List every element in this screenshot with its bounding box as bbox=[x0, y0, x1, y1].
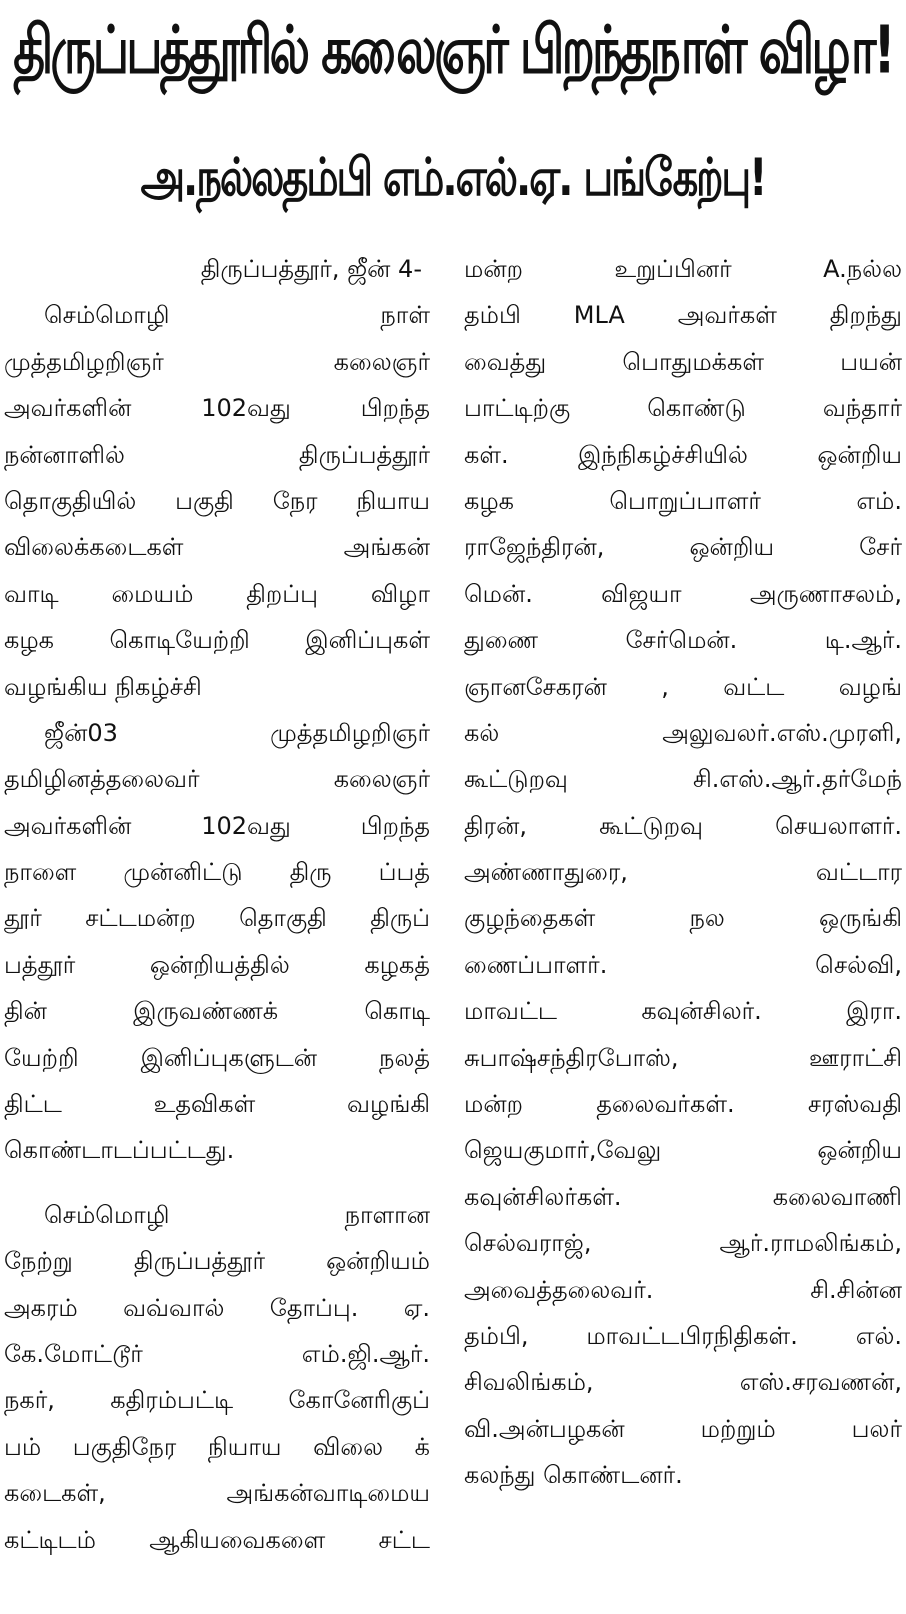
text-line: பம் பகுதிநேர நியாய விலை க் bbox=[4, 1432, 430, 1461]
text-line: கழக பொறுப்பாளர் எம். bbox=[464, 486, 902, 515]
article-column-left bbox=[4, 246, 430, 1563]
text-line: கூட்டுறவு சி.எஸ்.ஆர்.தர்மேந் bbox=[464, 765, 902, 794]
text-line: கட்டிடம் ஆகியவைகளை சட்ட bbox=[4, 1525, 430, 1554]
text-line: அவைத்தலைவர். சி.சின்ன bbox=[464, 1275, 902, 1304]
text-line: கடைகள், அங்கன்வாடிமைய bbox=[4, 1479, 430, 1508]
text-line: திரன், கூட்டுறவு செயலாளர். bbox=[464, 811, 902, 840]
subheadline bbox=[0, 140, 906, 222]
text-line: ஞானசேகரன் , வட்ட வழங் bbox=[464, 672, 902, 701]
text-line: மாவட்ட கவுன்சிலர். இரா. bbox=[464, 997, 902, 1026]
text-line: கொண்டாடப்பட்டது. bbox=[4, 1136, 235, 1165]
article-column-right bbox=[464, 246, 902, 1499]
text-line: கழக கொடியேற்றி இனிப்புகள் bbox=[4, 626, 430, 655]
text-line: அண்ணாதுரை, வட்டார bbox=[464, 858, 902, 887]
text-line: அகரம் வவ்வால் தோப்பு. ஏ. bbox=[4, 1293, 430, 1322]
text-line: கலந்து கொண்டனர். bbox=[464, 1461, 683, 1490]
text-line: மன்ற தலைவர்கள். சரஸ்வதி bbox=[464, 1090, 902, 1119]
text-line: வி.அன்பழகன் மற்றும் பலர் bbox=[464, 1414, 902, 1443]
text-line: கள். இந்நிகழ்ச்சியில் ஒன்றிய bbox=[464, 440, 902, 469]
text-line: குழந்தைகள் நல ஒருங்கி bbox=[464, 904, 902, 933]
text-line: மன்ற உறுப்பினர் A.நல்ல bbox=[464, 255, 902, 283]
text-line: செம்மொழி நாள் bbox=[44, 301, 430, 330]
text-line: சிவலிங்கம், எஸ்.சரவணன், bbox=[464, 1368, 902, 1397]
text-line: தொகுதியில் பகுதி நேர நியாய bbox=[4, 486, 430, 515]
text-line: துணை சேர்மென். டி.ஆர். bbox=[464, 626, 902, 655]
headline bbox=[0, 0, 906, 110]
text-line: வைத்து பொதுமக்கள் பயன் bbox=[464, 347, 902, 376]
text-line: ஜெயகுமார்,வேலு ஒன்றிய bbox=[464, 1136, 902, 1165]
text-line: நகர், கதிரம்பட்டி கோனேரிகுப் bbox=[4, 1386, 430, 1415]
text-line: வாடி மையம் திறப்பு விழா bbox=[4, 579, 430, 608]
text-line: முத்தமிழறிஞர் கலைஞர் bbox=[4, 347, 430, 376]
text-line: திட்ட உதவிகள் வழங்கி bbox=[4, 1090, 430, 1119]
text-line: பத்தூர் ஒன்றியத்தில் கழகத் bbox=[4, 950, 430, 979]
text-line: தின் இருவண்ணக் கொடி bbox=[4, 997, 430, 1026]
headline-text: திருப்பத்தூரில் கலைஞர் பிறந்தநாள் விழா! bbox=[13, 11, 893, 89]
text-line: ராஜேந்திரன், ஒன்றிய சேர் bbox=[464, 533, 902, 562]
text-line: தம்பி MLA அவர்கள் திறந்து bbox=[464, 301, 902, 330]
text-line: கல் அலுவலர்.எஸ்.முரளி, bbox=[464, 718, 902, 747]
dateline: திருப்பத்தூர், ஜீன் 4- bbox=[200, 255, 422, 283]
text-line: ணைப்பாளர். செல்வி, bbox=[464, 950, 902, 979]
text-line: கே.மோட்டூர் எம்.ஜி.ஆர். bbox=[4, 1339, 430, 1368]
text-line: நேற்று திருப்பத்தூர் ஒன்றியம் bbox=[4, 1247, 430, 1276]
text-line: நாளை முன்னிட்டு திரு ப்பத் bbox=[4, 858, 430, 887]
text-line: ஜீன்03 முத்தமிழறிஞர் bbox=[44, 718, 430, 747]
paragraph-gap bbox=[4, 1174, 430, 1192]
text-line: செம்மொழி நாளான bbox=[44, 1200, 430, 1229]
text-line: தம்பி, மாவட்டபிரநிதிகள். எல். bbox=[464, 1321, 902, 1350]
text-line: தமிழினத்தலைவர் கலைஞர் bbox=[4, 765, 430, 794]
text-line: மென். விஜயா அருணாசலம், bbox=[464, 579, 902, 608]
text-line: யேற்றி இனிப்புகளுடன் நலத் bbox=[4, 1043, 430, 1072]
text-line: அவர்களின் 102வது பிறந்த bbox=[4, 811, 430, 840]
text-line: வழங்கிய நிகழ்ச்சி bbox=[4, 672, 202, 701]
text-line: கவுன்சிலர்கள். கலைவாணி bbox=[464, 1182, 902, 1211]
text-line: நன்னாளில் திருப்பத்தூர் bbox=[4, 440, 430, 469]
text-line: அவர்களின் 102வது பிறந்த bbox=[4, 394, 430, 423]
text-line: சுபாஷ்சந்திரபோஸ், ஊராட்சி bbox=[464, 1043, 902, 1072]
text-line: செல்வராஜ், ஆர்.ராமலிங்கம், bbox=[464, 1229, 902, 1258]
text-line: விலைக்கடைகள் அங்கன் bbox=[4, 533, 430, 562]
subheadline-text: அ.நல்லதம்பி எம்.எல்.ஏ. பங்கேற்பு! bbox=[140, 147, 766, 208]
text-line: பாட்டிற்கு கொண்டு வந்தார் bbox=[464, 394, 902, 423]
text-line: தூர் சட்டமன்ற தொகுதி திருப் bbox=[4, 904, 430, 933]
